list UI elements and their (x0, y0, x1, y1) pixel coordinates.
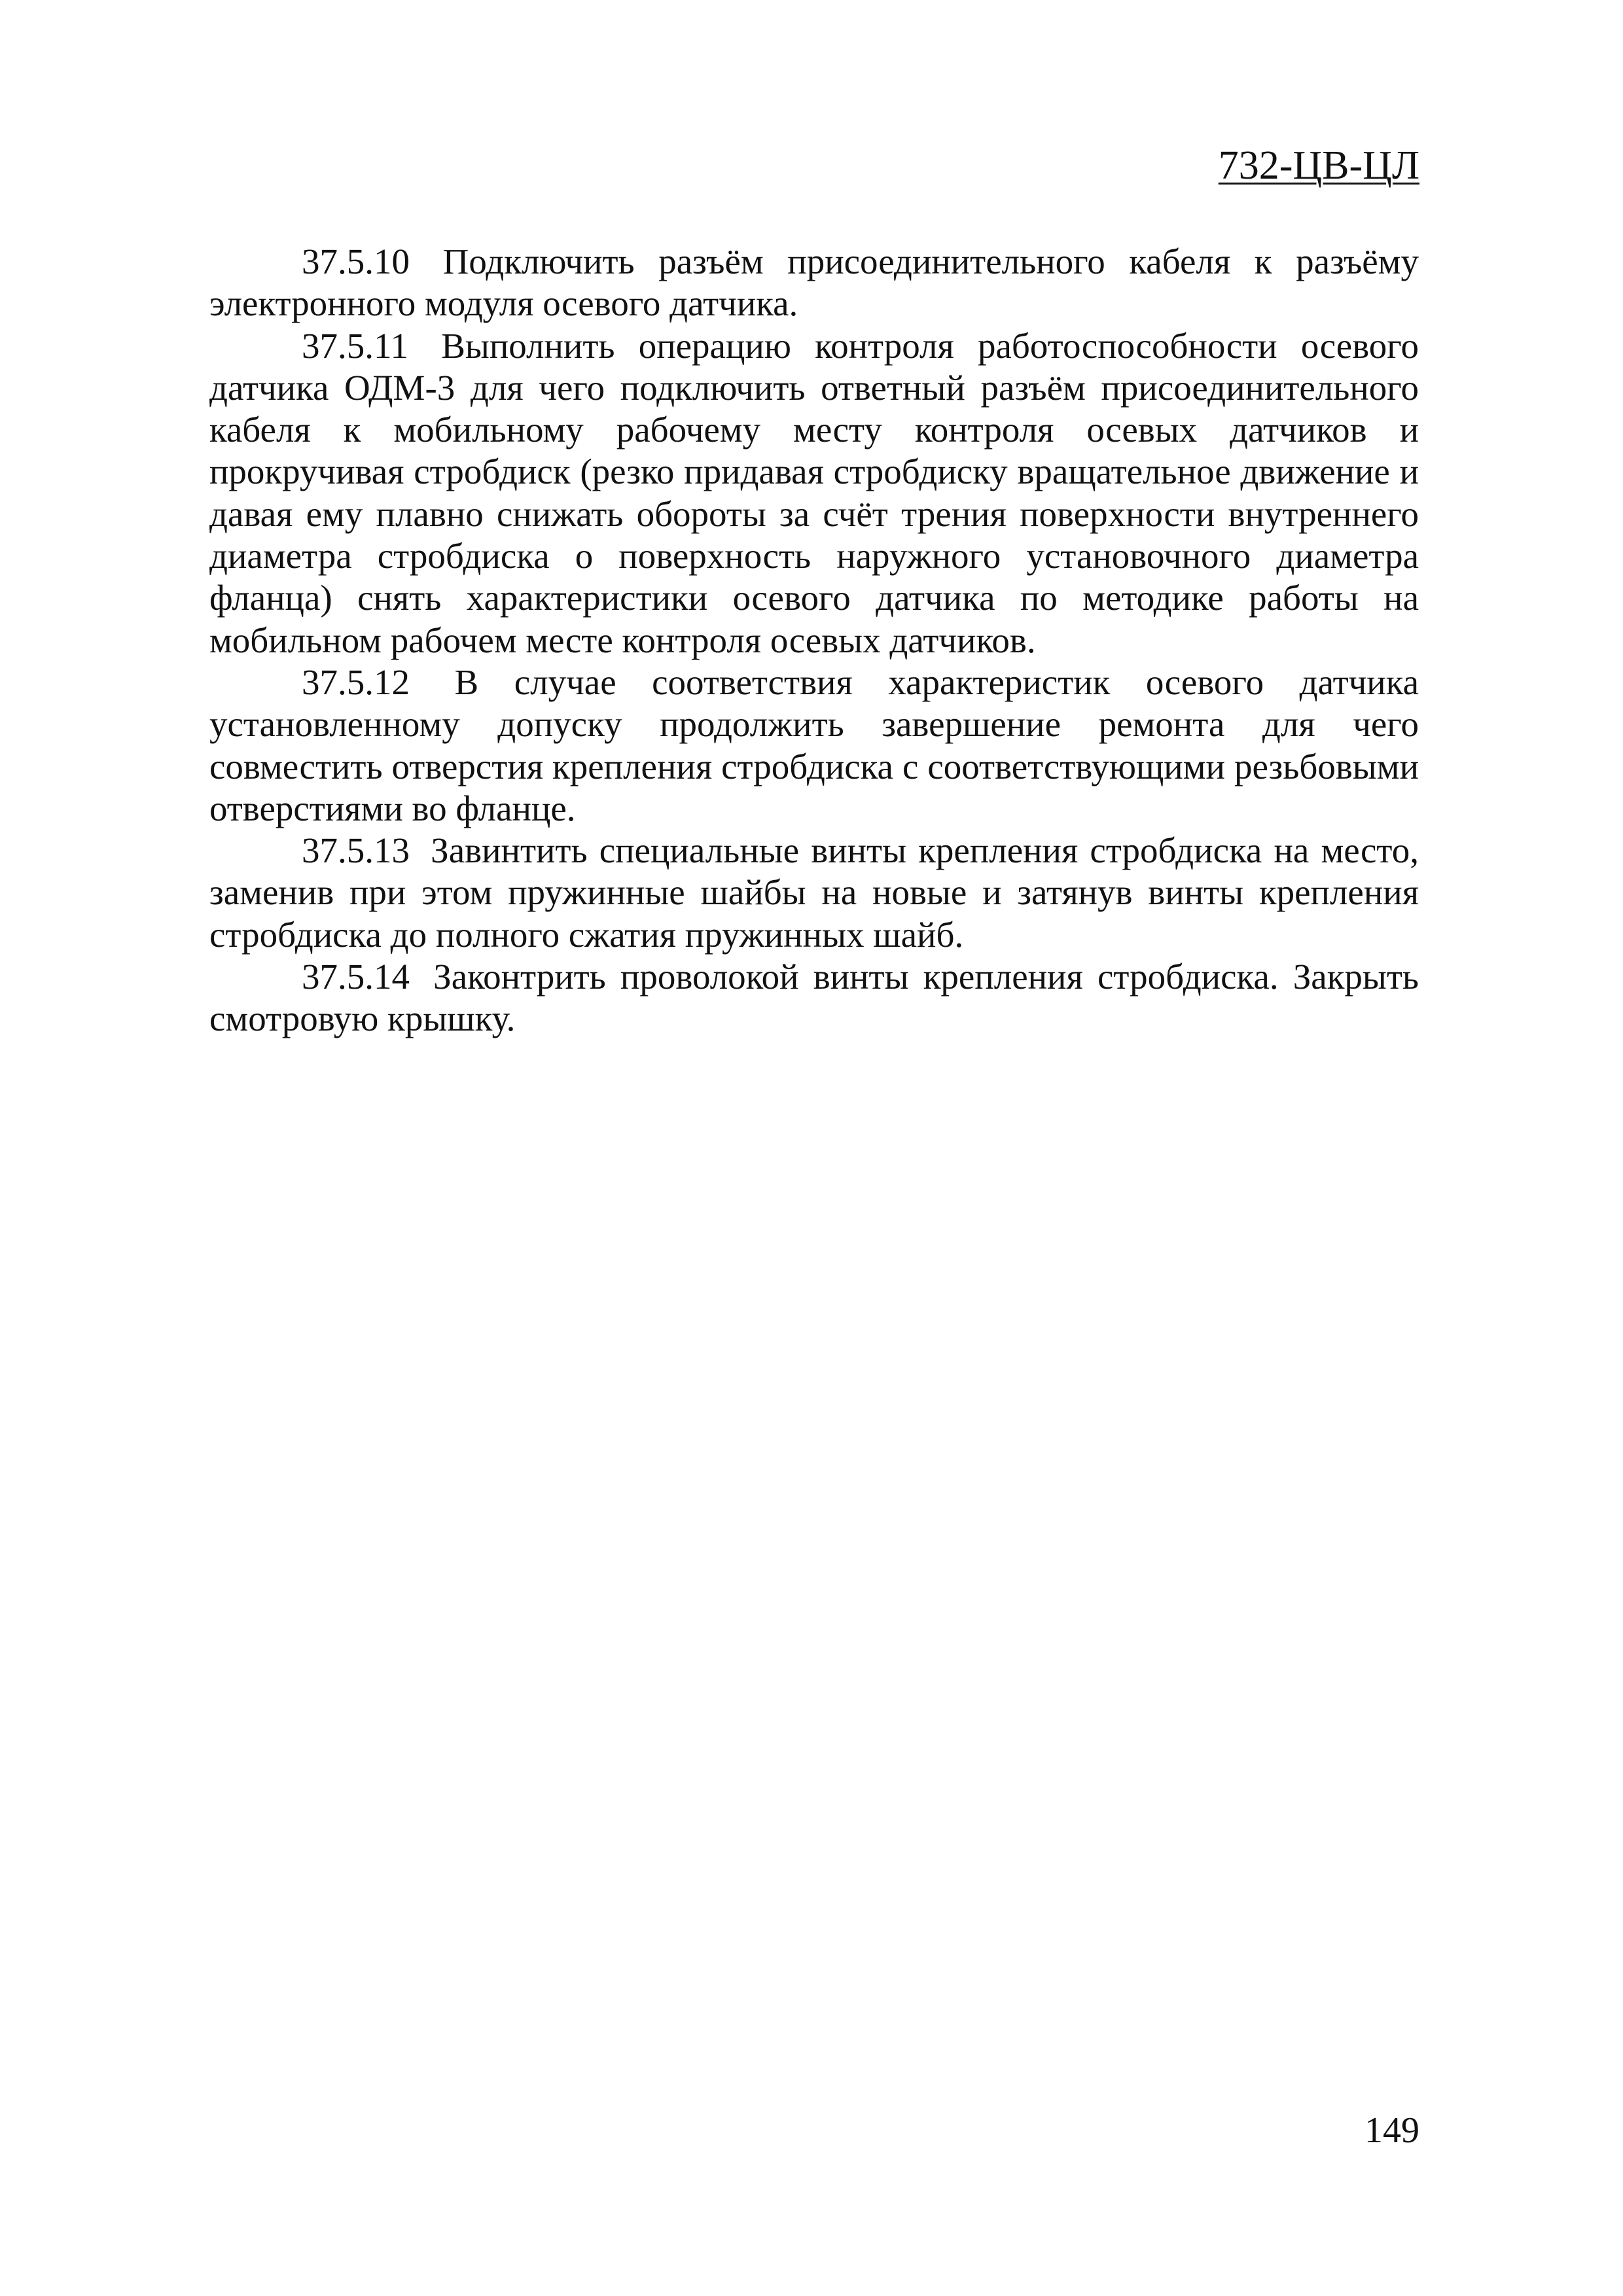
paragraph-text: В случае соответствия характеристик осевого датчика установленному допуску продолжить завершение ремонта для чего совместить отверстия крепления стробдиска с соответствующими резьбовыми отверстиями во фланце. (209, 662, 1419, 828)
paragraph-number: 37.5.12 (302, 662, 410, 702)
paragraph-text: Выполнить операцию контроля работоспособности осевого датчика ОДМ-3 для чего подключить ответный разъём присоединительного кабеля к мобильному рабочему месту контроля осевых датчиков и прокручивая стробдиск (резко придавая стробдиску вращательное движение и давая ему плавно снижать обороты за счёт трения поверхности внутреннего диаметра стробдиска о поверхность наружного установочного диаметра фланца) снять характеристики осевого датчика по методике работы на мобильном рабочем месте контроля осевых датчиков. (209, 325, 1419, 660)
paragraph-number: 37.5.10 (302, 241, 410, 281)
paragraph-37-5-13 (209, 830, 1419, 956)
paragraph-text: Законтрить проволокой винты крепления стробдиска. Закрыть смотровую крышку. (209, 957, 1419, 1039)
document-body (209, 241, 1419, 1040)
paragraph-37-5-12 (209, 662, 1419, 830)
document-code: 732-ЦВ-ЦЛ (1218, 143, 1419, 188)
paragraph-number: 37.5.14 (302, 957, 410, 997)
paragraph-number: 37.5.11 (302, 325, 408, 366)
paragraph-37-5-10 (209, 241, 1419, 325)
paragraph-text: Завинтить специальные винты крепления стробдиска на место, заменив при этом пружинные шайбы на новые и затянув винты крепления стробдиска до полного сжатия пружинных шайб. (209, 830, 1419, 955)
page-number: 149 (1364, 2110, 1419, 2151)
paragraph-37-5-14 (209, 956, 1419, 1040)
paragraph-text: Подключить разъём присоединительного кабеля к разъёму электронного модуля осевого датчика. (209, 241, 1419, 324)
paragraph-number: 37.5.13 (302, 830, 410, 871)
paragraph-37-5-11 (209, 325, 1419, 662)
